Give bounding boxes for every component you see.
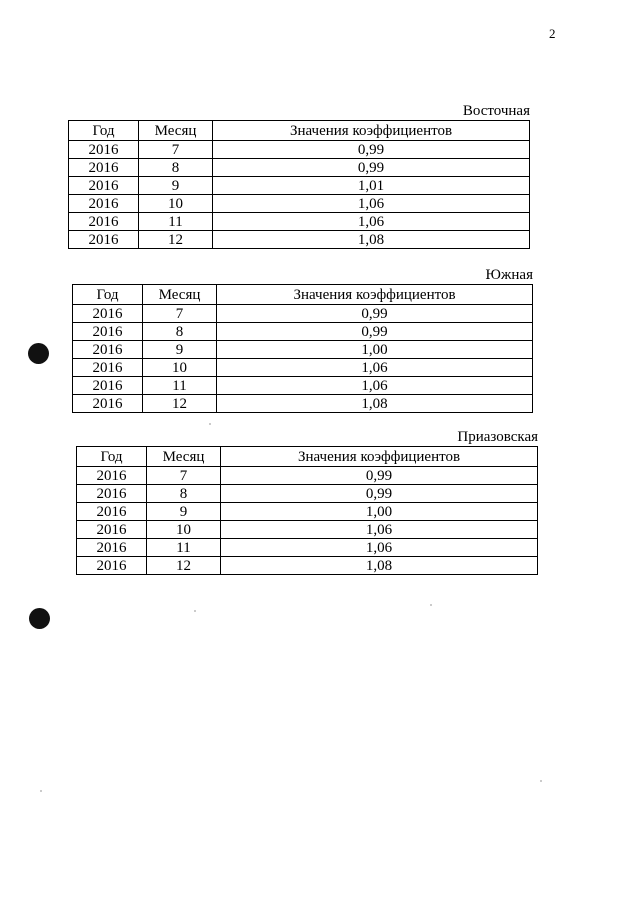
cell-month: 10 (139, 195, 213, 213)
table-row (69, 177, 530, 195)
scan-speck (430, 604, 432, 606)
cell-coefficient: 0,99 (221, 467, 538, 485)
cell-month: 9 (143, 341, 217, 359)
cell-year: 2016 (73, 377, 143, 395)
column-header-year: Год (73, 285, 143, 305)
section-yuzhnaya (72, 266, 533, 413)
cell-year: 2016 (77, 521, 147, 539)
coefficients-table (68, 120, 530, 249)
cell-year: 2016 (73, 341, 143, 359)
cell-month: 9 (139, 177, 213, 195)
column-header-coefficient: Значения коэффициентов (213, 121, 530, 141)
cell-year: 2016 (69, 177, 139, 195)
page-number: 2 (549, 26, 556, 41)
table-row (69, 141, 530, 159)
table-row (77, 521, 538, 539)
cell-coefficient: 1,06 (221, 521, 538, 539)
column-header-month: Месяц (147, 447, 221, 467)
cell-year: 2016 (73, 323, 143, 341)
column-header-coefficient: Значения коэффициентов (217, 285, 533, 305)
cell-month: 7 (147, 467, 221, 485)
cell-coefficient: 1,06 (217, 359, 533, 377)
scan-speck (209, 423, 211, 425)
coefficients-table (72, 284, 533, 413)
punch-hole (29, 608, 50, 629)
cell-year: 2016 (69, 213, 139, 231)
coefficients-table (76, 446, 538, 575)
cell-year: 2016 (77, 557, 147, 575)
scan-speck (40, 790, 42, 792)
table-row (69, 195, 530, 213)
cell-year: 2016 (69, 141, 139, 159)
cell-coefficient: 1,01 (213, 177, 530, 195)
cell-month: 11 (143, 377, 217, 395)
cell-coefficient: 1,06 (217, 377, 533, 395)
region-title: Южная (485, 267, 533, 283)
cell-coefficient: 1,06 (213, 195, 530, 213)
cell-coefficient: 0,99 (217, 323, 533, 341)
cell-coefficient: 0,99 (217, 305, 533, 323)
cell-month: 8 (139, 159, 213, 177)
cell-month: 12 (147, 557, 221, 575)
cell-year: 2016 (69, 159, 139, 177)
scan-speck (194, 610, 196, 612)
table-row (69, 231, 530, 249)
cell-year: 2016 (73, 395, 143, 413)
table-row (69, 213, 530, 231)
section-vostochnaya (68, 102, 530, 249)
punch-hole (28, 343, 49, 364)
column-header-coefficient: Значения коэффициентов (221, 447, 538, 467)
cell-year: 2016 (69, 231, 139, 249)
table-row (77, 539, 538, 557)
cell-year: 2016 (73, 359, 143, 377)
column-header-month: Месяц (139, 121, 213, 141)
table-header-row (69, 121, 530, 141)
column-header-year: Год (69, 121, 139, 141)
table-row (69, 159, 530, 177)
cell-month: 8 (147, 485, 221, 503)
cell-coefficient: 1,08 (213, 231, 530, 249)
cell-coefficient: 0,99 (213, 141, 530, 159)
table-row (77, 485, 538, 503)
cell-coefficient: 0,99 (213, 159, 530, 177)
table-row (73, 323, 533, 341)
cell-coefficient: 0,99 (221, 485, 538, 503)
cell-coefficient: 1,06 (213, 213, 530, 231)
region-title: Приазовская (457, 429, 538, 445)
cell-coefficient: 1,00 (221, 503, 538, 521)
region-title: Восточная (462, 103, 530, 119)
cell-coefficient: 1,06 (221, 539, 538, 557)
table-header-row (77, 447, 538, 467)
cell-year: 2016 (77, 485, 147, 503)
table-header-row (73, 285, 533, 305)
cell-month: 7 (139, 141, 213, 159)
cell-month: 12 (143, 395, 217, 413)
section-priazovskaya (76, 428, 538, 575)
table-row (73, 305, 533, 323)
cell-month: 11 (147, 539, 221, 557)
cell-month: 9 (147, 503, 221, 521)
cell-coefficient: 1,08 (221, 557, 538, 575)
cell-month: 8 (143, 323, 217, 341)
table-row (73, 377, 533, 395)
table-row (73, 341, 533, 359)
cell-year: 2016 (77, 539, 147, 557)
table-row (77, 557, 538, 575)
cell-coefficient: 1,08 (217, 395, 533, 413)
cell-month: 10 (147, 521, 221, 539)
cell-month: 12 (139, 231, 213, 249)
table-row (73, 395, 533, 413)
scan-speck (540, 780, 542, 782)
cell-month: 11 (139, 213, 213, 231)
column-header-month: Месяц (143, 285, 217, 305)
cell-year: 2016 (77, 503, 147, 521)
cell-year: 2016 (77, 467, 147, 485)
cell-coefficient: 1,00 (217, 341, 533, 359)
table-row (77, 503, 538, 521)
table-row (73, 359, 533, 377)
table-row (77, 467, 538, 485)
column-header-year: Год (77, 447, 147, 467)
cell-year: 2016 (73, 305, 143, 323)
cell-year: 2016 (69, 195, 139, 213)
cell-month: 10 (143, 359, 217, 377)
cell-month: 7 (143, 305, 217, 323)
